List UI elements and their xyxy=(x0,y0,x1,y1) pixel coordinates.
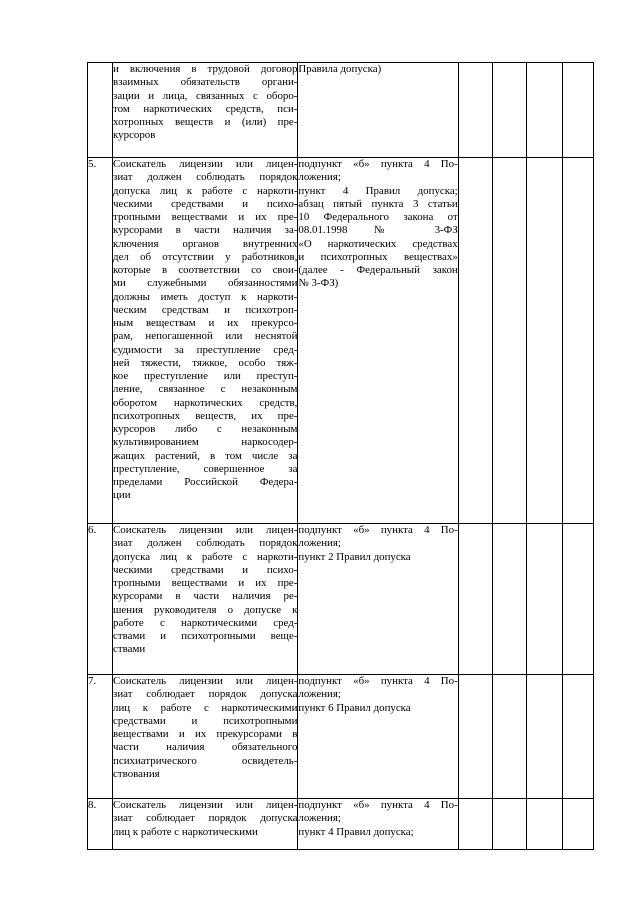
requirement-text xyxy=(113,675,298,799)
text-line: и включения в трудовой договор xyxy=(113,63,298,75)
text-line: ческим средствам и психотроп- xyxy=(113,303,298,316)
reference-text xyxy=(298,799,458,850)
text-line: том наркотических средств, пси- xyxy=(113,102,298,115)
text-line: пункт 4 Правил допуска; xyxy=(298,184,458,197)
text-line: Соискатель лицензии или лицен- xyxy=(113,158,298,170)
text-line: жащих растений, в том числе за xyxy=(113,449,298,462)
text-line: абзац пятый пункта 3 статьи xyxy=(298,197,458,210)
text-line: ми служебными обязанностями xyxy=(113,277,298,290)
reference-text xyxy=(298,675,458,799)
text-line: кое преступление или преступ- xyxy=(113,370,298,382)
text-line: курсорами в части наличия ре- xyxy=(113,590,298,603)
reference-text xyxy=(298,63,458,158)
text-line: ции xyxy=(113,489,131,502)
row-number: 5. xyxy=(88,158,113,524)
empty-cell xyxy=(562,524,593,675)
text-line: (далее - Федеральный закон xyxy=(298,264,458,276)
empty-cell xyxy=(526,63,562,158)
empty-cell xyxy=(458,799,492,850)
requirements-table xyxy=(87,62,594,850)
text-line: пункт 6 Правил допуска xyxy=(298,701,411,714)
empty-cell xyxy=(458,158,492,524)
text-line: зиат должен соблюдать порядок xyxy=(113,537,298,550)
reference-text xyxy=(298,524,458,675)
text-line: зиат соблюдает порядок допуска xyxy=(113,812,298,825)
empty-cell xyxy=(492,675,526,799)
text-line: культивированием наркосодер- xyxy=(113,436,298,449)
empty-cell xyxy=(562,63,593,158)
text-line: подпункт «б» пункта 4 По- xyxy=(298,158,458,170)
text-line: оборотом наркотических средств, xyxy=(113,396,298,409)
text-line: лиц к работе с наркотическими xyxy=(113,825,258,838)
text-line: ложения; xyxy=(298,688,341,701)
text-line: пределами Российской Федера- xyxy=(113,476,298,488)
text-line: взаимных обязательств органи- xyxy=(113,76,298,89)
text-line: пункт 4 Правил допуска; xyxy=(298,825,414,838)
text-line: психотропных веществ, их пре- xyxy=(113,409,298,422)
text-line: ствами xyxy=(113,643,146,656)
empty-cell xyxy=(526,524,562,675)
row-number: 7. xyxy=(88,675,113,799)
empty-cell xyxy=(562,158,593,524)
text-line: № 3-ФЗ) xyxy=(298,277,339,290)
empty-cell xyxy=(492,524,526,675)
requirement-text xyxy=(113,524,298,675)
text-line: шения руководителя о допуске к xyxy=(113,603,298,616)
text-line: судимости за преступление сред- xyxy=(113,343,298,356)
text-line: преступление, совершенное за xyxy=(113,462,298,475)
text-line: ложения; xyxy=(298,171,341,184)
text-line: зации и лица, связанных с оборо- xyxy=(113,89,298,102)
text-line: допуска лиц к работе с наркоти- xyxy=(113,184,298,197)
text-line: ложения; xyxy=(298,812,341,825)
text-line: которые в соответствии со свои- xyxy=(113,264,298,276)
text-line: 10 Федерального закона от xyxy=(298,211,458,223)
text-line: хотропных веществ и (или) пре- xyxy=(113,116,298,128)
table-row xyxy=(88,524,594,675)
text-line: «О наркотических средствах xyxy=(298,237,458,250)
table-row xyxy=(88,63,594,158)
text-line: ческими средствами и психо- xyxy=(113,197,298,210)
empty-cell xyxy=(526,799,562,850)
reference-text xyxy=(298,158,458,524)
empty-cell xyxy=(458,524,492,675)
text-line: Соискатель лицензии или лицен- xyxy=(113,799,298,811)
text-line: ным веществам и их прекурсо- xyxy=(113,317,298,329)
text-line: ческими средствами и психо- xyxy=(113,563,298,576)
text-line: работе с наркотическими сред- xyxy=(113,616,298,629)
text-line: тропными веществами и их пре- xyxy=(113,577,298,589)
text-line: подпункт «б» пункта 4 По- xyxy=(298,675,458,687)
requirement-text xyxy=(113,63,298,158)
text-line: ствами и психотропными веще- xyxy=(113,630,298,642)
text-line: Соискатель лицензии или лицен- xyxy=(113,675,298,687)
text-line: лиц к работе с наркотическими xyxy=(113,701,298,714)
text-line: ключения органов внутренних xyxy=(113,237,298,250)
empty-cell xyxy=(562,799,593,850)
text-line: дел об отсутствии у работников, xyxy=(113,250,298,263)
requirement-text xyxy=(113,799,298,850)
text-line: ствования xyxy=(113,767,160,780)
text-line: допуска лиц к работе с наркоти- xyxy=(113,550,298,563)
text-line: зиат соблюдает порядок допуска xyxy=(113,688,298,701)
text-line: ложения; xyxy=(298,537,341,550)
text-line: курсоров xyxy=(113,129,156,142)
empty-cell xyxy=(562,675,593,799)
table-row xyxy=(88,799,594,850)
text-line: 08.01.1998 № 3-ФЗ xyxy=(298,224,458,237)
text-line: зиат должен соблюдать порядок xyxy=(113,171,298,184)
text-line: Соискатель лицензии или лицен- xyxy=(113,524,298,536)
text-line: подпункт «б» пункта 4 По- xyxy=(298,524,458,536)
text-line: ней тяжести, тяжкое, особо тяж- xyxy=(113,356,298,369)
text-line: Правила допуска) xyxy=(298,63,382,75)
empty-cell xyxy=(492,63,526,158)
text-line: ление, связанное с незаконным xyxy=(113,383,298,396)
empty-cell xyxy=(458,63,492,158)
row-number: 8. xyxy=(88,799,113,850)
empty-cell xyxy=(458,675,492,799)
text-line: пункт 2 Правил допуска xyxy=(298,550,411,563)
text-line: веществами и их прекурсорами в xyxy=(113,728,298,740)
text-line: рам, непогашенной или неснятой xyxy=(113,330,298,343)
row-number: 6. xyxy=(88,524,113,675)
table-row xyxy=(88,675,594,799)
text-line: курсоров либо с незаконным xyxy=(113,423,298,435)
requirement-text xyxy=(113,158,298,524)
empty-cell xyxy=(492,799,526,850)
text-line: психиатрического освидетель- xyxy=(113,754,298,767)
empty-cell xyxy=(492,158,526,524)
empty-cell xyxy=(526,675,562,799)
text-line: средствами и психотропными xyxy=(113,714,298,727)
row-number xyxy=(88,63,113,158)
text-line: и психотропных веществах» xyxy=(298,250,458,263)
text-line: тропными веществами и их пре- xyxy=(113,211,298,223)
text-line: части наличия обязательного xyxy=(113,741,298,754)
empty-cell xyxy=(526,158,562,524)
text-line: курсорами в части наличия за- xyxy=(113,224,298,237)
text-line: подпункт «б» пункта 4 По- xyxy=(298,799,458,811)
text-line: должны иметь доступ к наркоти- xyxy=(113,290,298,303)
table-row xyxy=(88,158,594,524)
